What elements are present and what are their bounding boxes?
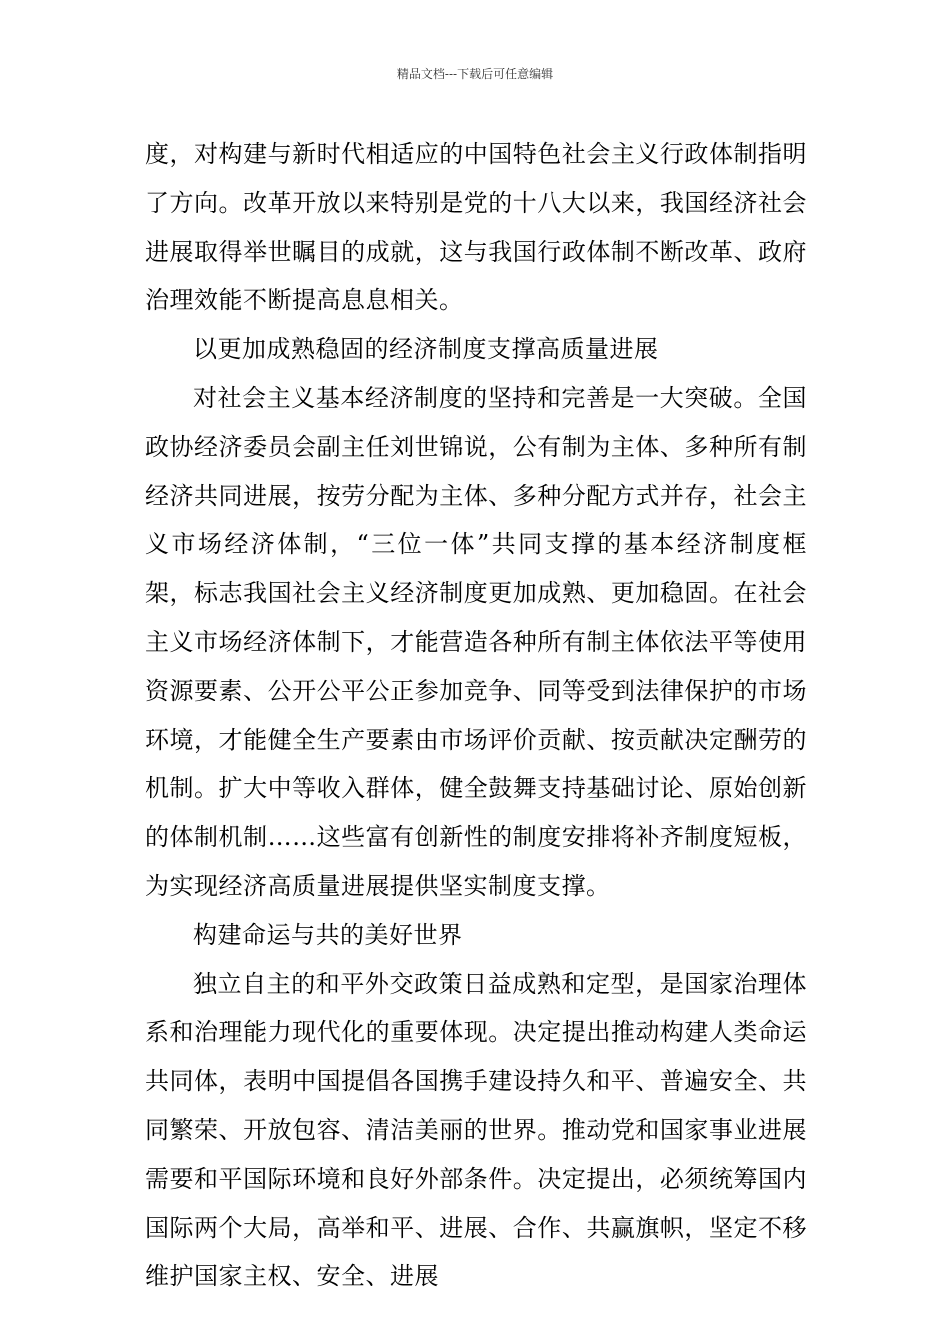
paragraph-continued: 度，对构建与新时代相适应的中国特色社会主义行政体制指明了方向。改革开放以来特别是党的十八大以来，我国经济社会进展取得举世瞩目的成就，这与我国行政体制不断改革、政府治理效能不断提高息息相关。 bbox=[145, 140, 807, 315]
paragraph-shared-future: 独立自主的和平外交政策日益成熟和定型，是国家治理体系和治理能力现代化的重要体现。决定提出推动构建人类命运共同体，表明中国提倡各国携手建设持久和平、普遍安全、共同繁荣、开放包容、清洁美丽的世界。推动党和国家事业进展需要和平国际环境和良好外部条件。决定提出，必须统筹国内国际两个大局，高举和平、进展、合作、共赢旗帜，坚定不移维护国家主权、安全、进展 bbox=[145, 969, 807, 1291]
paragraph-economic-system: 对社会主义基本经济制度的坚持和完善是一大突破。全国政协经济委员会副主任刘世锦说，公有制为主体、多种所有制经济共同进展，按劳分配为主体、多种分配方式并存，社会主义市场经济体制，“三位一体”共同支撑的基本经济制度框架，标志我国社会主义经济制度更加成熟、更加稳固。在社会主义市场经济体制下，才能营造各种所有制主体依法平等使用资源要素、公开公平公正参加竞争、同等受到法律保护的市场环境，才能健全生产要素由市场评价贡献、按贡献决定酬劳的机制。扩大中等收入群体，健全鼓舞支持基础讨论、原始创新的体制机制……这些富有创新性的制度安排将补齐制度短板，为实现经济高质量进展提供坚实制度支撑。 bbox=[145, 383, 807, 900]
section-heading-shared-future: 构建命运与共的美好世界 bbox=[193, 920, 463, 949]
section-heading-economic-system: 以更加成熟稳固的经济制度支撑高质量进展 bbox=[193, 335, 659, 364]
page-header: 精品文档---下载后可任意编辑 bbox=[396, 67, 554, 81]
document-body bbox=[145, 130, 807, 1301]
